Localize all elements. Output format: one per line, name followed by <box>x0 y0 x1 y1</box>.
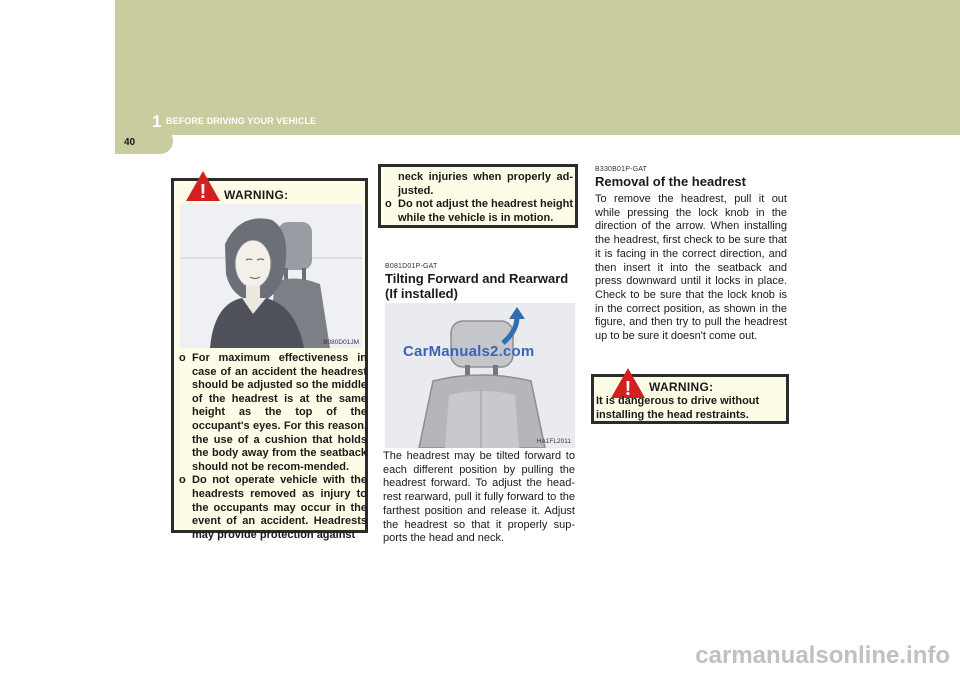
warning-title: WARNING: <box>224 188 289 202</box>
figure-code: B080D01JM <box>323 339 359 346</box>
bullet-text: neck injuries when properly ad-justed. <box>398 171 573 197</box>
bullet-text: Do not adjust the headrest height while the vehicle is in motion. <box>398 198 573 224</box>
chapter-title: BEFORE DRIVING YOUR VEHICLE <box>166 116 317 126</box>
bullet-text: Do not operate vehicle with the headrests removed as injury to the occupants may occur in the event of an accident. Headrests may provide protection against <box>192 474 367 541</box>
continued-bullet-list <box>385 171 573 225</box>
right-warning-box <box>591 374 789 424</box>
list-item <box>385 198 573 225</box>
tilt-body-text: The headrest may be tilted forward to each different position by pulling the headrest forward. To adjust the head-rest rearward, pull it fully forward to the farthest position and release it. Adjust the headrest so that it properly sup-ports the head and neck. <box>383 450 575 545</box>
warning-bullet-list <box>179 352 367 542</box>
list-item <box>179 352 367 474</box>
header-band <box>115 0 960 135</box>
bullet-marker: o <box>179 352 186 364</box>
headrest-tilt-photo <box>385 303 575 448</box>
continued-warning-box <box>378 164 578 228</box>
footer-watermark: carmanualsonline.info <box>695 642 950 669</box>
bullet-marker <box>385 171 398 198</box>
warning-text: It is dangerous to drive without installing the head restraints. <box>596 395 760 421</box>
section-code: B330B01P-GAT <box>595 166 648 173</box>
woman-headrest-photo <box>180 204 362 348</box>
figure-code: HA1FL2011 <box>536 438 571 445</box>
section-heading: Tilting Forward and Rearward (If installed) <box>385 271 569 301</box>
list-item <box>385 171 573 198</box>
chapter-number: 1 <box>152 112 162 131</box>
bullet-marker: o <box>385 198 392 211</box>
warning-icon <box>185 170 221 202</box>
warning-title: WARNING: <box>649 380 714 394</box>
svg-text:!: ! <box>199 181 207 202</box>
page-number: 40 <box>124 137 136 148</box>
removal-body-text: To remove the headrest, pull it out while pressing the lock knob in the direction of the arrow. When installing the headrest, first check to be sure that it is facing in the correct direction, and then insert it into the seatback and press downward until it locks in place. Check to be sure that the lock knob is in the correct position, as shown in the figure, and then try to pull the headrest up to be sure it doesn't come out. <box>595 193 787 343</box>
bullet-marker: o <box>179 474 186 487</box>
section-heading: Removal of the headrest <box>595 174 746 189</box>
bullet-text: For maximum effectiveness in case of an accident the headrest should be adjusted so the middle of the headrest is at the same height as the top of the occupant's eyes. For this reason, the use of a cushion that holds the body away from the seatback should not be recom-mended. <box>192 352 367 473</box>
section-code: B081D01P-GAT <box>385 263 438 270</box>
left-warning-box <box>171 178 368 541</box>
watermark: CarManuals2.com <box>403 343 535 360</box>
list-item <box>179 474 367 542</box>
svg-text:!: ! <box>624 378 632 399</box>
